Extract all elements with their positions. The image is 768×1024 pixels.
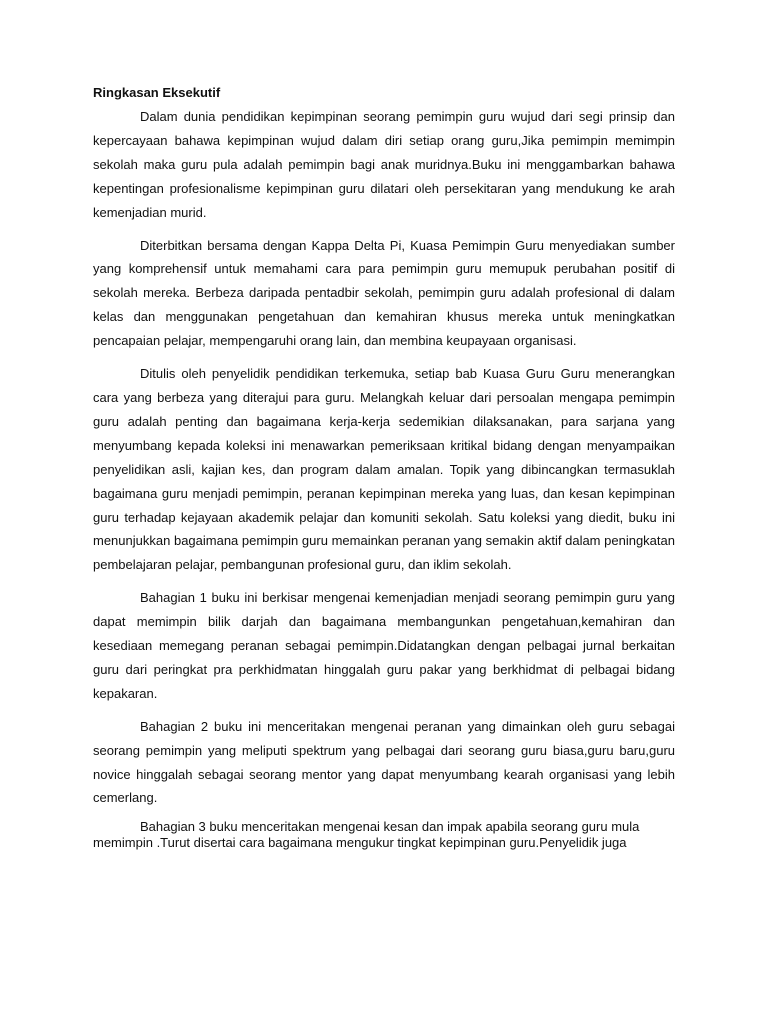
document-page <box>93 84 675 860</box>
paragraph-2: Diterbitkan bersama dengan Kappa Delta Pi, Kuasa Pemimpin Guru menyediakan sumber yang komprehensif untuk memahami cara para pemimpin guru memupuk perubahan positif di sekolah mereka. Berbeza daripada pentadbir sekolah, pemimpin guru adalah profesional di dalam kelas dan menggunakan pengetahuan dan kemahiran khusus mereka untuk meningkatkan pencapaian pelajar, mempengaruhi orang lain, dan membina keupayaan organisasi. <box>93 237 675 349</box>
paragraph-4: Bahagian 1 buku ini berkisar mengenai kemenjadian menjadi seorang pemimpin guru yang dapat memimpin bilik darjah dan bagaimana membangunkan pengetahuan,kemahiran dan kesediaan memegang peranan sebagai pemimpin.Didatangkan dengan pelbagai jurnal berkaitan guru dari peringkat pra perkhidmatan hinggalah guru pakar yang berkhidmat di pelbagai bidang kepakaran. <box>93 590 675 701</box>
paragraph-6: Bahagian 3 buku menceritakan mengenai kesan dan impak apabila seorang guru mula memimpin .Turut disertai cara bagaimana mengukur tingkat kepimpinan guru.Penyelidik juga <box>93 819 640 851</box>
paragraph-3: Ditulis oleh penyelidik pendidikan terkemuka, setiap bab Kuasa Guru Guru menerangkan cara yang berbeza yang diterajui para guru. Melangkah keluar dari persoalan mengapa pemimpin guru adalah penting dan bagaimana kerja-kerja sedemikian dilaksanakan, para sarjana yang menyumbang kepada koleksi ini menawarkan pemeriksaan kritikal bidang dengan menyampaikan penyelidikan asli, kajian kes, dan program dalam amalan. Topik yang dibincangkan termasuklah bagaimana guru menjadi pemimpin, peranan kepimpinan mereka yang luas, dan kesan kepimpinan guru terhadap kejayaan akademik pelajar dan komuniti sekolah. Satu koleksi yang diedit, buku ini menunjukkan bagaimana pemimpin guru memainkan peranan yang semakin aktif dalam peningkatan pembelajaran pelajar, pembangunan profesional guru, dan iklim sekolah. <box>93 366 675 573</box>
document-heading: Ringkasan Eksekutif <box>93 85 221 100</box>
paragraph-1: Dalam dunia pendidikan kepimpinan seorang pemimpin guru wujud dari segi prinsip dan kepercayaan bahawa kepimpinan wujud dalam diri setiap orang guru,Jika pemimpin memimpin sekolah maka guru pula adalah pemimpin bagi anak muridnya.Buku ini menggambarkan bahawa kepentingan profesionalisme kepimpinan guru dilatari oleh persekitaran yang mendukung ke arah kemenjadian murid. <box>93 109 675 220</box>
paragraph-5: Bahagian 2 buku ini menceritakan mengenai peranan yang dimainkan oleh guru sebagai seorang pemimpin yang meliputi spektrum yang pelbagai dari seorang guru biasa,guru baru,guru novice hinggalah sebagai seorang mentor yang dapat menyumbang kearah organisasi yang lebih cemerlang. <box>93 718 675 806</box>
